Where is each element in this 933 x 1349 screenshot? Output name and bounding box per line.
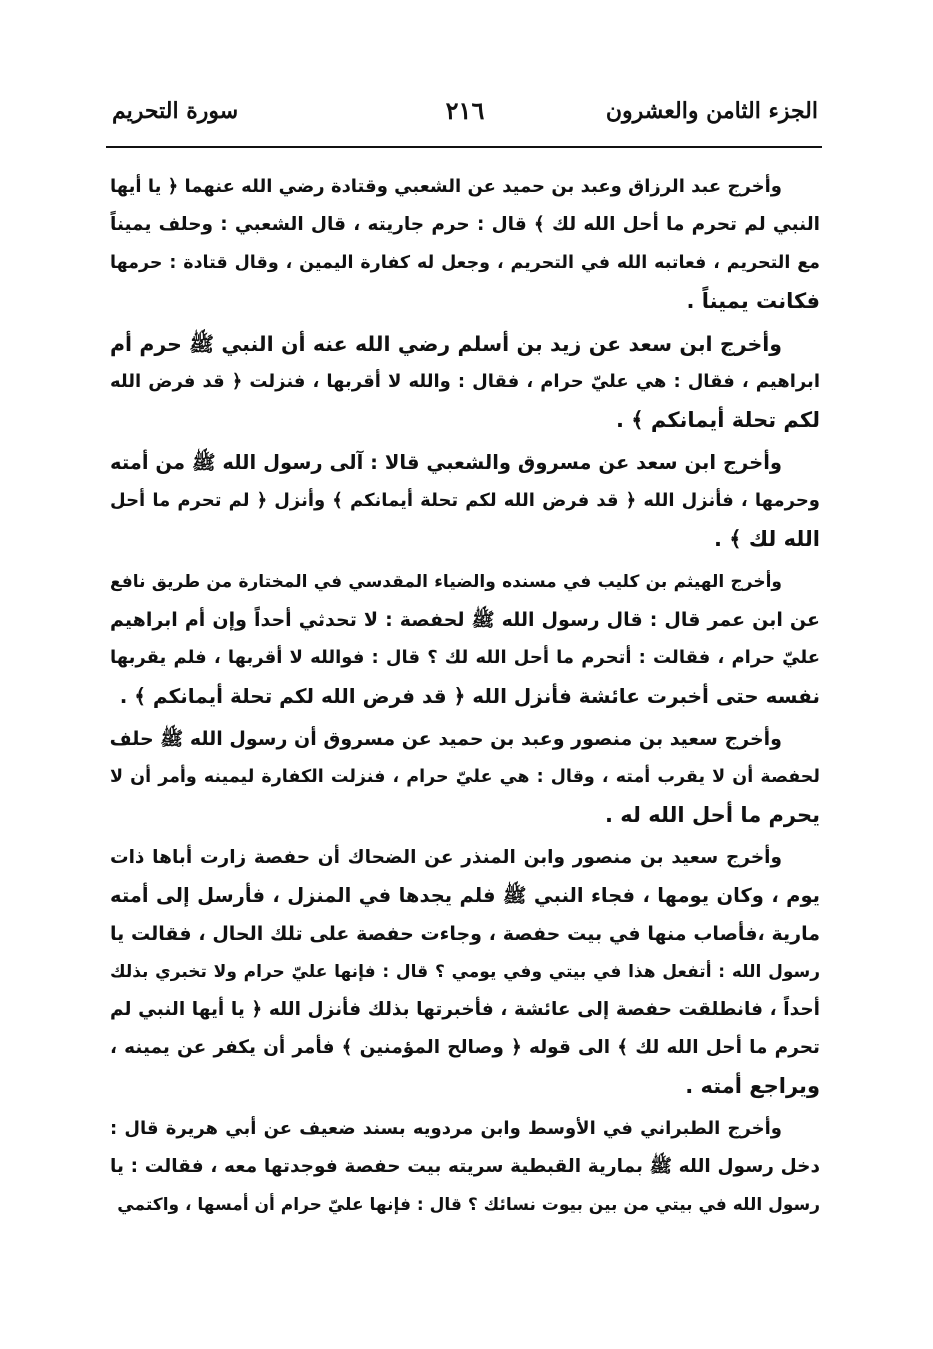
running-head-part: الجزء الثامن والعشرون (605, 98, 818, 124)
paragraph (110, 839, 820, 1105)
header-rule (106, 146, 822, 148)
text-line: عن ابن عمر قال : قال رسول الله ﷺ لحفصة : لا تحدثي أحداً وإن أم ابراهيم (110, 609, 820, 631)
paragraph (110, 720, 820, 834)
text-line: مارية ،فأصاب منها في بيت حفصة ، وجاءت حفصة على تلك الحال ، فقالت يا (110, 923, 820, 945)
text-line: أحداً ، فانطلقت حفصة إلى عائشة ، فأخبرتها بذلك فأنزل الله ﴿ يا أيها النبي لم (110, 999, 820, 1020)
text-line: تحرم ما أحل الله لك ﴾ الى قوله ﴿ وصالح المؤمنين ﴾ فأمر أن يكفر عن يمينه ، (110, 1037, 820, 1058)
text-line: وأخرج عبد الرزاق وعبد بن حميد عن الشعبي وقتادة رضي الله عنهما ﴿ يا أيها (110, 176, 782, 197)
paragraph (110, 1110, 820, 1224)
text-line: ويراجع أمته . (685, 1074, 820, 1098)
text-line: يحرم ما أحل الله له . (605, 803, 820, 827)
page-header (110, 88, 820, 142)
text-line: يوم ، وكان يومها ، فجاء النبي ﷺ فلم يجدها في المنزل ، فأرسل إلى أمته (110, 884, 820, 907)
text-line: وأخرج ابن سعد عن مسروق والشعبي قالا : آلى رسول الله ﷺ من أمته (110, 451, 782, 474)
text-line: لحفصة أن لا يقرب أمته ، وقال : هي عليّ حرام ، فنزلت الكفارة ليمينه وأمر أن لا (110, 767, 820, 787)
text-line: فكانت يميناً . (686, 289, 820, 313)
page-number: ٢١٦ (445, 96, 485, 125)
paragraph (110, 325, 820, 439)
text-line: وحرمها ، فأنزل الله ﴿ قد فرض الله لكم تحلة أيمانكم ﴾ وأنزل ﴿ لم تحرم ما أحل (110, 490, 820, 511)
running-head-surah: سورة التحريم (112, 98, 239, 124)
body-text (110, 168, 820, 1229)
paragraph (110, 168, 820, 320)
text-line: النبي لم تحرم ما أحل الله لك ﴾ قال : حرم جاريته ، قال الشعبي : وحلف يميناً (110, 214, 820, 235)
book-page (110, 88, 820, 1328)
text-line: الله لك ﴾ . (713, 527, 820, 551)
text-line: رسول الله : أتفعل هذا في بيتي وفي يومي ؟ قال : فإنها عليّ حرام ولا تخبري بذلك (110, 962, 820, 982)
paragraph (110, 444, 820, 558)
text-line: وأخرج الهيثم بن كليب في مسنده والضياء المقدسي في المختارة من طريق نافع (110, 572, 782, 592)
paragraph (110, 563, 820, 715)
text-line: عليّ حرام ، فقالت : أتحرم ما أحل الله لك ؟ قال : فوالله لا أقربها ، فلم يقربها (110, 647, 820, 668)
text-line: نفسه حتى أخبرت عائشة فأنزل الله ﴿ قد فرض الله لكم تحلة أيمانكم ﴾ . (119, 684, 820, 708)
text-line: ابراهيم ، فقال : هي عليّ حرام ، فقال : والله لا أقربها ، فنزلت ﴿ قد فرض الله (110, 371, 820, 392)
text-line: رسول الله في بيتي من بين بيوت نسائك ؟ قال : فإنها عليّ حرام أن أمسها ، واكتمي (117, 1195, 820, 1215)
text-line: وأخرج سعيد بن منصور وعبد بن حميد عن مسروق أن رسول الله ﷺ حلف (110, 728, 782, 750)
text-line: وأخرج الطبراني في الأوسط وابن مردويه بسند ضعيف عن أبي هريرة قال : (110, 1118, 782, 1139)
text-line: وأخرج سعيد بن منصور وابن المنذر عن الضحاك أن حفصة زارت أباها ذات (110, 847, 782, 868)
text-line: وأخرج ابن سعد عن زيد بن أسلم رضي الله عنه أن النبي ﷺ حرم أم (110, 332, 782, 356)
text-line: دخل رسول الله ﷺ بمارية القبطية سريته بيت حفصة فوجدتها معه ، فقالت : يا (110, 1156, 820, 1177)
text-line: مع التحريم ، فعاتبه الله في التحريم ، وجعل له كفارة اليمين ، وقال قتادة : حرمها (110, 253, 820, 273)
text-line: لكم تحلة أيمانكم ﴾ . (615, 408, 820, 432)
